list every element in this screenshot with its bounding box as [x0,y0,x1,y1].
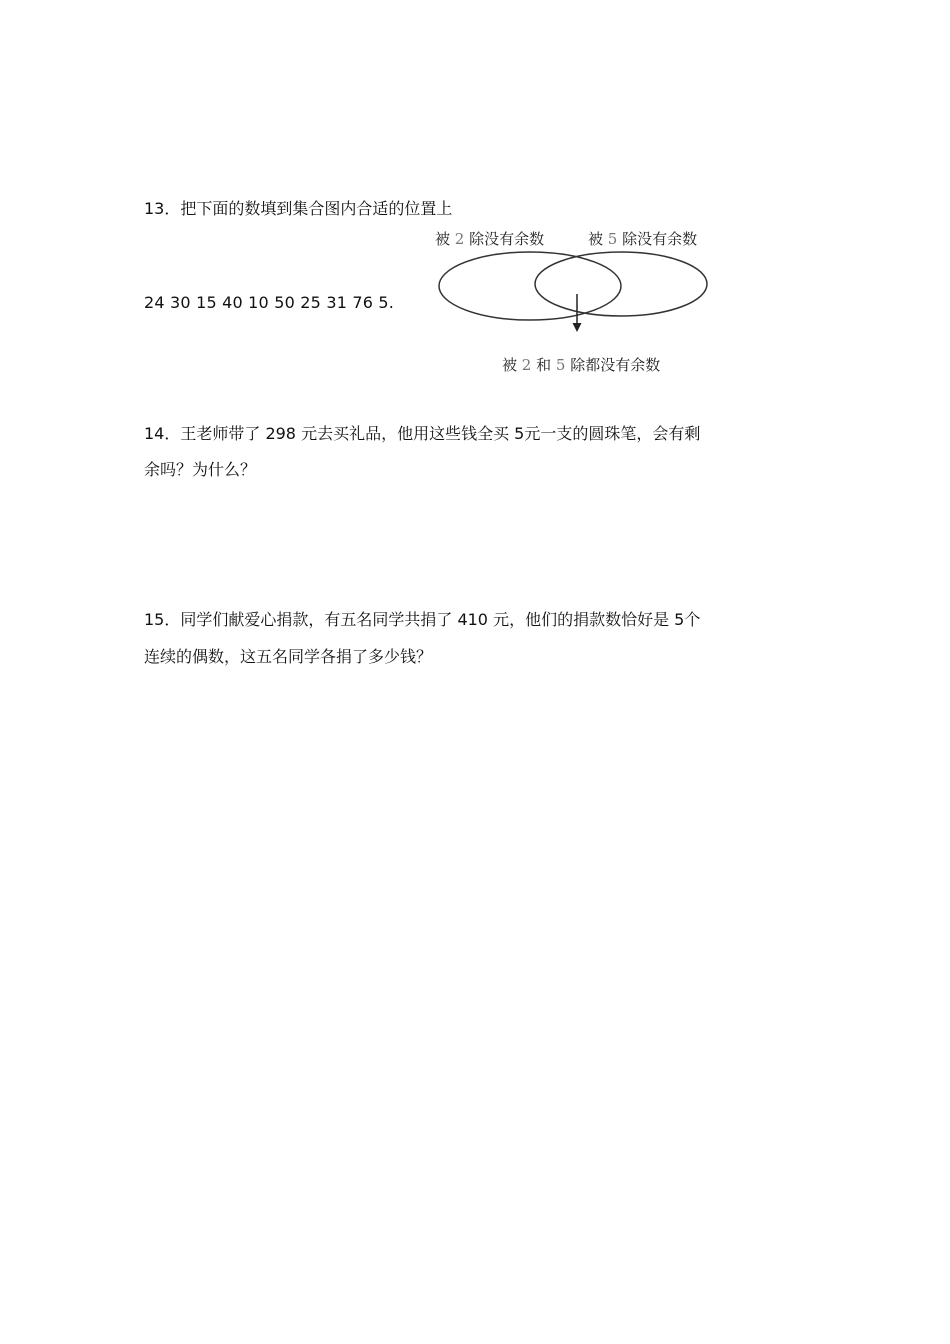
question-13-number-list: 24 30 15 40 10 50 25 31 76 5. [144,293,395,312]
question-15-line-1: 15．同学们献爱心捐款，有五名同学共捐了 410 元，他们的捐款数恰好是 5个 [144,610,701,629]
intersection-arrow-head [573,323,582,332]
set-divisible-by-2-label: 被 2 除没有余数 [435,230,545,248]
set-divisible-by-2-ellipse [439,252,621,320]
question-15-line-2: 连续的偶数，这五名同学各捐了多少钱？ [144,647,433,666]
set-divisible-by-5-label: 被 5 除没有余数 [588,230,698,248]
question-14-line-2: 余吗？为什么？ [144,460,257,479]
question-13-text: 13．把下面的数填到集合图内合适的位置上 [144,199,453,218]
intersection-label: 被 2 和 5 除都没有余数 [502,356,661,374]
question-14-line-1: 14．王老师带了 298 元去买礼品，他用这些钱全买 5元一支的圆珠笔，会有剩 [144,424,701,443]
venn-diagram [420,224,720,384]
